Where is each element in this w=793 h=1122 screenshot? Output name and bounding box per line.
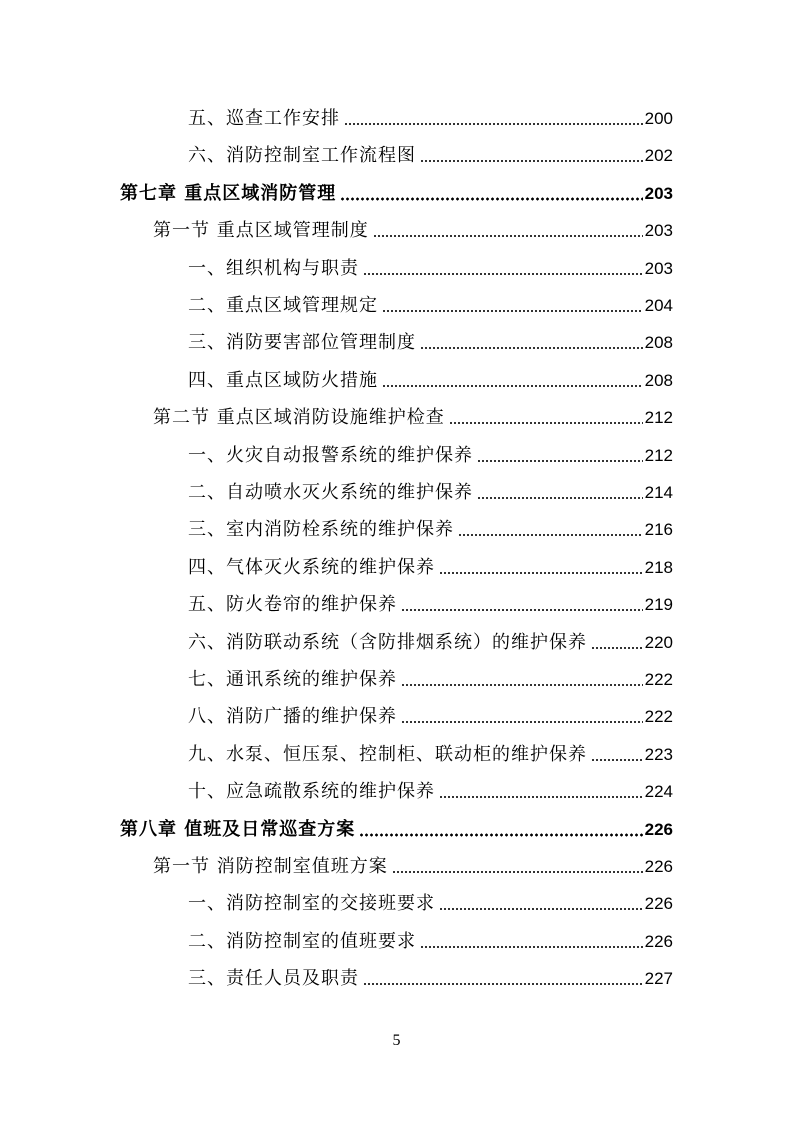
toc-dot-leader	[401, 608, 643, 612]
toc-section-entry[interactable]	[153, 399, 673, 429]
toc-entry-title: 第一节 消防控制室值班方案	[153, 856, 388, 877]
page-number: 5	[392, 1032, 401, 1049]
toc-item-entry[interactable]	[188, 624, 673, 654]
toc-entry-title: 五、防火卷帘的维护保养	[188, 594, 397, 616]
toc-dot-leader	[363, 272, 643, 276]
toc-entry-title: 四、气体灭火系统的维护保养	[188, 556, 435, 578]
toc-entry-title: 二、自动喷水灭火系统的维护保养	[188, 482, 473, 503]
toc-dot-leader	[477, 459, 643, 463]
toc-item-entry[interactable]	[188, 661, 673, 691]
toc-entry-page-number: 226	[644, 894, 673, 914]
toc-entry-title: 一、火灾自动报警系统的维护保养	[188, 444, 473, 466]
toc-entry-title: 六、消防联动系统（含防排烟系统）的维护保养	[188, 631, 587, 653]
toc-entry-title: 第一节 重点区域管理制度	[153, 220, 369, 242]
toc-dot-leader	[401, 720, 643, 724]
toc-entry-title: 四、重点区域防火措施	[188, 369, 378, 391]
toc-chapter-entry[interactable]	[120, 811, 673, 841]
toc-item-entry[interactable]	[188, 137, 673, 167]
toc-entry-page-number: 220	[644, 632, 673, 652]
toc-dot-leader	[363, 982, 643, 986]
toc-dot-leader	[439, 571, 643, 575]
toc-entry-title: 第八章 值班及日常巡查方案	[120, 818, 356, 840]
toc-entry-page-number: 224	[644, 782, 673, 802]
toc-dot-leader	[477, 496, 643, 500]
toc-dot-leader	[382, 309, 643, 313]
toc-entry-page-number: 203	[644, 221, 673, 241]
toc-dot-leader	[340, 197, 642, 201]
toc-dot-leader	[401, 683, 643, 687]
toc-item-entry[interactable]	[188, 474, 673, 504]
toc-item-entry[interactable]	[188, 549, 673, 579]
toc-entry-page-number: 214	[644, 483, 673, 502]
toc-section-entry[interactable]	[153, 848, 673, 878]
toc-dot-leader	[420, 945, 643, 949]
toc-entry-title: 三、消防要害部位管理制度	[188, 332, 416, 354]
toc-entry-title: 八、消防广播的维护保养	[188, 706, 397, 728]
toc-entry-title: 二、重点区域管理规定	[188, 295, 378, 316]
toc-entry-title: 六、消防控制室工作流程图	[188, 145, 416, 167]
toc-dot-leader	[392, 870, 643, 874]
toc-entry-page-number: 222	[644, 707, 673, 727]
toc-item-entry[interactable]	[188, 773, 673, 803]
toc-dot-leader	[439, 795, 643, 799]
toc-entry-page-number: 218	[644, 557, 673, 577]
toc-item-entry[interactable]	[188, 324, 673, 354]
toc-entry-page-number: 222	[644, 670, 673, 689]
toc-dot-leader	[439, 907, 643, 911]
toc-entry-title: 一、消防控制室的交接班要求	[188, 893, 435, 915]
toc-dot-leader	[591, 758, 643, 762]
toc-dot-leader	[359, 833, 642, 837]
toc-entry-page-number: 203	[644, 258, 673, 278]
toc-entry-page-number: 202	[644, 146, 673, 166]
toc-entry-page-number: 200	[644, 109, 673, 128]
toc-entry-page-number: 226	[644, 819, 673, 839]
toc-dot-leader	[458, 533, 643, 537]
toc-entry-title: 三、室内消防栓系统的维护保养	[188, 519, 454, 541]
toc-entry-page-number: 208	[644, 333, 673, 353]
toc-entry-page-number: 223	[644, 744, 673, 764]
toc-entry-page-number: 226	[644, 857, 673, 876]
toc-item-entry[interactable]	[188, 362, 673, 392]
toc-entry-title: 第七章 重点区域消防管理	[120, 182, 337, 204]
toc-entry-title: 五、巡查工作安排	[188, 108, 340, 129]
toc-item-entry[interactable]	[188, 736, 673, 766]
toc-entry-title: 三、责任人员及职责	[188, 968, 359, 990]
toc-section-entry[interactable]	[153, 212, 673, 242]
toc-entry-title: 二、消防控制室的值班要求	[188, 930, 416, 952]
toc-entry-page-number: 204	[644, 296, 673, 315]
toc-entry-title: 九、水泵、恒压泵、控制柜、联动柜的维护保养	[188, 743, 587, 765]
toc-item-entry[interactable]	[188, 250, 673, 280]
toc-entry-page-number: 212	[644, 408, 673, 428]
toc-entry-page-number: 219	[644, 595, 673, 615]
toc-entry-page-number: 212	[644, 445, 673, 465]
toc-dot-leader	[420, 346, 643, 350]
toc-entry-page-number: 226	[644, 931, 673, 951]
toc-item-entry[interactable]	[188, 287, 673, 317]
toc-entry-title: 一、组织机构与职责	[188, 257, 359, 279]
toc-item-entry[interactable]	[188, 698, 673, 728]
toc-dot-leader	[449, 421, 643, 425]
toc-chapter-entry[interactable]	[120, 175, 673, 205]
toc-entry-page-number: 208	[644, 370, 673, 390]
toc-item-entry[interactable]	[188, 923, 673, 953]
toc-item-entry[interactable]	[188, 100, 673, 130]
toc-item-entry[interactable]	[188, 511, 673, 541]
toc-dot-leader	[344, 122, 643, 126]
toc-item-entry[interactable]	[188, 960, 673, 990]
toc-dot-leader	[373, 234, 643, 238]
toc-entry-title: 十、应急疏散系统的维护保养	[188, 781, 435, 803]
toc-dot-leader	[591, 646, 643, 650]
toc-dot-leader	[420, 159, 643, 163]
toc-item-entry[interactable]	[188, 437, 673, 467]
toc-entry-title: 七、通讯系统的维护保养	[188, 669, 397, 690]
toc-entry-title: 第二节 重点区域消防设施维护检查	[153, 407, 445, 429]
toc-item-entry[interactable]	[188, 586, 673, 616]
toc-entry-page-number: 227	[644, 969, 673, 989]
toc-dot-leader	[382, 384, 643, 388]
toc-entry-page-number: 203	[644, 183, 673, 203]
toc-item-entry[interactable]	[188, 885, 673, 915]
toc-entry-page-number: 216	[644, 520, 673, 540]
